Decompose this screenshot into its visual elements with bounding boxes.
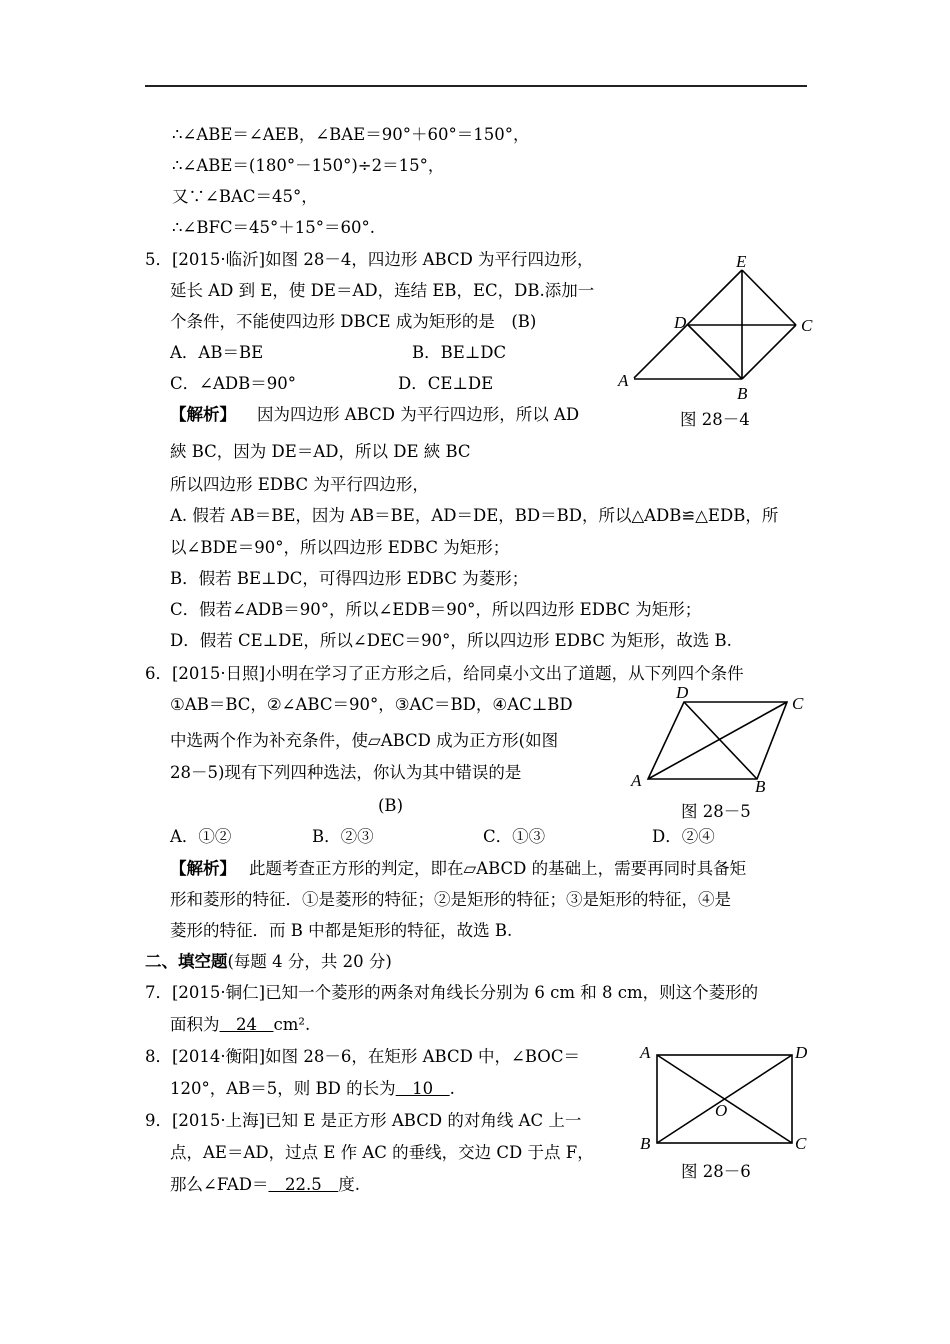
figure-28-4	[612, 250, 822, 405]
segment-cb	[742, 325, 796, 379]
segment-db	[688, 325, 742, 379]
segment-ec	[742, 270, 796, 325]
q6-stem-line-4: 28－5)现有下列四种选法，你认为其中错误的是	[170, 763, 522, 782]
q6-stem-line-3: 中选两个作为补充条件，使▱ABCD 成为正方形(如图	[170, 731, 559, 750]
q5-analysis-line-3: 所以四边形 EDBC 为平行四边形，	[170, 475, 429, 494]
q5-option-b: B．BE⊥DC	[412, 343, 507, 362]
q5-option-d: D．CE⊥DE	[398, 374, 494, 393]
q5-stem-line-3: 个条件，不能使四边形 DBCE 成为矩形的是 (B)	[170, 312, 537, 331]
label-a: A	[618, 371, 629, 390]
diagonal-bd	[684, 702, 757, 779]
q5-stem-line-2: 延长 AD 到 E，使 DE＝AD，连结 EB，EC，DB.添加一	[170, 281, 595, 300]
q6-stem-line-1: 6．[2015·日照]小明在学习了正方形之后，给同桌小文出了道题，从下列四个条件	[145, 664, 744, 683]
q9-stem-line-1: 9．[2015·上海]已知 E 是正方形 ABCD 的对角线 AC 上一	[145, 1111, 582, 1130]
figure-28-6-caption: 图 28－6	[681, 1162, 751, 1181]
q5-analysis-line-6: B．假若 BE⊥DC，可得四边形 EDBC 为菱形；	[170, 569, 529, 588]
q5-analysis-line-4: A. 假若 AB＝BE，因为 AB＝BE，AD＝DE，BD＝BD，所以△ADB≌△EDB，所	[170, 506, 779, 525]
q5-analysis-line-1: 因为四边形 ABCD 为平行四边形，所以 AD	[257, 405, 580, 424]
label-o: O	[715, 1101, 728, 1120]
q7-text: 面积为	[170, 1015, 220, 1034]
label-a: A	[631, 771, 642, 790]
q9-stem-line-3	[170, 1174, 360, 1196]
q6-answer: (B)	[378, 796, 403, 815]
q7-stem-line-2	[170, 1014, 310, 1036]
q9-end: 度.	[338, 1175, 360, 1194]
q6-analysis-line-1: 此题考查正方形的判定，即在▱ABCD 的基础上，需要再同时具备矩	[249, 859, 747, 878]
section-2-heading	[145, 951, 392, 973]
label-d: D	[674, 313, 687, 332]
q6-option-d: D．②④	[652, 827, 715, 846]
header-rule	[145, 85, 807, 87]
q6-analysis-label: 【解析】	[170, 859, 236, 878]
q7-stem-line-1: 7．[2015·铜仁]已知一个菱形的两条对角线长分别为 6 cm 和 8 cm，则这个菱形的	[145, 983, 759, 1002]
q6-option-b: B．②③	[312, 827, 374, 846]
section-2-note: (每题 4 分，共 20 分)	[227, 952, 392, 971]
figure-28-4-caption: 图 28－4	[680, 410, 750, 429]
q5-option-a: A．AB＝BE	[170, 343, 264, 362]
q6-analysis-line-2: 形和菱形的特征．①是菱形的特征；②是矩形的特征；③是矩形的特征，④是	[170, 890, 731, 909]
label-c: C	[792, 694, 804, 713]
q8-answer: 10	[395, 1079, 450, 1098]
q8-text: 120°，AB＝5，则 BD 的长为	[170, 1079, 396, 1098]
label-a: A	[640, 1043, 651, 1062]
q6-analysis-line-3: 菱形的特征．而 B 中都是矩形的特征，故选 B.	[170, 921, 513, 940]
q9-stem-line-2: 点，AE＝AD，过点 E 作 AC 的垂线，交边 CD 于点 F，	[170, 1143, 594, 1162]
q7-answer: 24	[219, 1015, 274, 1034]
label-c: C	[795, 1134, 807, 1153]
q9-text: 那么∠FAD＝	[170, 1175, 269, 1194]
proof-line-3: 又∵∠BAC＝45°，	[172, 187, 318, 206]
label-b: B	[737, 384, 748, 403]
section-2-title: 二、填空题	[145, 952, 228, 971]
q5-analysis-line-5: 以∠BDE＝90°，所以四边形 EDBC 为矩形；	[170, 538, 510, 557]
proof-line-1: ∴∠ABE＝∠AEB，∠BAE＝90°＋60°＝150°，	[172, 125, 530, 144]
figure-28-5	[622, 682, 812, 797]
q8-stem-line-1: 8．[2014·衡阳]如图 28－6，在矩形 ABCD 中，∠BOC＝	[145, 1047, 580, 1066]
label-e: E	[736, 252, 747, 271]
q7-unit: cm².	[273, 1015, 311, 1034]
label-d: D	[676, 683, 689, 702]
label-b: B	[640, 1134, 651, 1153]
figure-28-5-caption: 图 28－5	[681, 802, 751, 821]
q5-option-c: C．∠ADB＝90°	[170, 374, 296, 393]
q6-option-a: A．①②	[170, 827, 232, 846]
label-d: D	[795, 1043, 808, 1062]
q6-stem-line-2: ①AB＝BC，②∠ABC＝90°，③AC＝BD，④AC⊥BD	[170, 695, 573, 714]
q5-analysis-line-2: 綊 BC，因为 DE＝AD，所以 DE 綊 BC	[170, 442, 471, 461]
proof-line-4: ∴∠BFC＝45°＋15°＝60°.	[172, 218, 376, 237]
q5-analysis-line-8: D．假若 CE⊥DE，所以∠DEC＝90°，所以四边形 EDBC 为矩形，故选 B.	[170, 631, 732, 650]
q8-stem-line-2	[170, 1078, 455, 1100]
q6-option-c: C．①③	[483, 827, 546, 846]
q5-analysis-line-7: C．假若∠ADB＝90°，所以∠EDB＝90°，所以四边形 EDBC 为矩形；	[170, 600, 702, 619]
figure-28-6	[635, 1040, 815, 1155]
q5-stem-line-1: 5．[2015·临沂]如图 28－4，四边形 ABCD 为平行四边形，	[145, 250, 594, 269]
label-b: B	[755, 777, 766, 796]
label-c: C	[801, 316, 813, 335]
q5-analysis-label: 【解析】	[170, 405, 236, 424]
diagonal-ac	[648, 702, 787, 779]
q9-answer: 22.5	[268, 1175, 339, 1194]
proof-line-2: ∴∠ABE＝(180°－150°)÷2＝15°，	[172, 156, 445, 175]
q8-end: .	[449, 1079, 455, 1098]
